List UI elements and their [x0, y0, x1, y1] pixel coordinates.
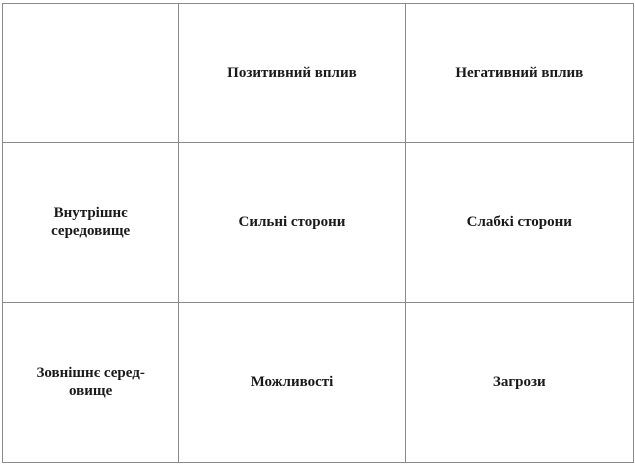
- row-label-external-environment: [3, 302, 179, 462]
- cell-threats: Загрози: [405, 302, 633, 462]
- corner-cell: [3, 4, 179, 143]
- header-positive-impact: Позитивний вплив: [179, 4, 405, 143]
- row-label-internal-line-2: середовище: [51, 223, 131, 240]
- row-label-external-line-2: овище: [69, 383, 113, 400]
- swot-matrix-table: [2, 3, 634, 463]
- table-row-external: [3, 302, 634, 462]
- header-negative-impact: Негативний вплив: [405, 4, 633, 143]
- cell-weaknesses: Слабкі сторони: [405, 143, 633, 302]
- cell-strengths: Сильні сторони: [179, 143, 405, 302]
- row-label-external-line-1: Зовнішнє серед-: [36, 365, 145, 382]
- table-header-row: [3, 4, 634, 143]
- row-label-internal-environment: [3, 143, 179, 302]
- table-row-internal: [3, 143, 634, 302]
- row-label-internal-line-1: Внутрішнє: [53, 205, 128, 222]
- cell-opportunities: Можливості: [179, 302, 405, 462]
